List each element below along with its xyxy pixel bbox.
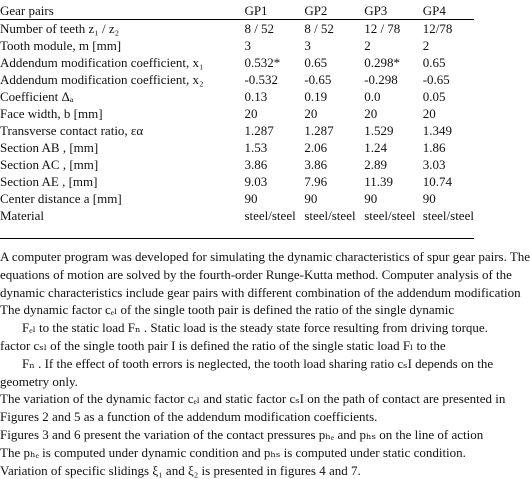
cell-gp1: -0.532 (244, 72, 279, 87)
cell-gp1: steel/steel (244, 208, 296, 223)
cell-gp3: -0.298 (364, 72, 398, 87)
cell-gp3: 1.24 (364, 140, 387, 155)
table-header-row (0, 2, 474, 20)
row-label: Center distance a [mm] (0, 191, 122, 206)
row-label: Section AE , [mm] (0, 174, 98, 189)
cell-gp4: 1.349 (422, 123, 452, 138)
cell-gp4: 0.65 (422, 55, 446, 70)
cell-gp2: 8 / 52 (304, 21, 334, 36)
cell-gp1: 20 (244, 106, 258, 121)
cell-gp4: 90 (422, 191, 436, 206)
cell-gp3: 11.39 (364, 174, 393, 189)
cell-gp4: 0.05 (422, 89, 446, 104)
row-label: Tooth module, m [mm] (0, 38, 122, 53)
gear-pairs-table-body (0, 2, 474, 224)
cell-gp4: 2 (422, 38, 430, 53)
cell-gp3: 12 / 78 (364, 21, 401, 36)
header-gp2: GP2 (304, 2, 364, 20)
table-row (0, 156, 474, 173)
cell-gp2: 2.06 (304, 140, 328, 155)
cell-gp2: 3 (304, 38, 311, 53)
paragraph-line: A computer program was developed for simulating the dynamic characteristics of spur gear pairs. The (0, 249, 530, 264)
header-gp1: GP1 (244, 2, 304, 20)
cell-gp1: 9.03 (244, 174, 268, 189)
row-label: Material (0, 208, 45, 223)
table-row (0, 105, 474, 122)
cell-gp4: 20 (422, 106, 436, 121)
paragraph-line: Fₑₗ to the static load Fₙ . Static load is the steady state force resulting from driving torque. (22, 320, 488, 336)
body-text (0, 248, 530, 479)
cell-gp1: 1.53 (244, 140, 268, 155)
row-label: Addendum modification coefficient, x₁ (0, 55, 204, 70)
table-row (0, 54, 474, 71)
cell-gp4: 10.74 (422, 174, 452, 189)
cell-gp3: 1.529 (364, 123, 394, 138)
cell-gp2: -0.65 (304, 72, 332, 87)
cell-gp1: 8 / 52 (244, 21, 275, 36)
row-label: Face width, b [mm] (0, 106, 103, 121)
cell-gp2: 0.65 (304, 55, 328, 70)
header-gp4: GP4 (423, 2, 474, 20)
cell-gp1: 0.532* (244, 55, 281, 70)
cell-gp1: 3 (244, 38, 251, 53)
cell-gp3: 90 (364, 191, 378, 206)
cell-gp4: 1.86 (422, 140, 446, 155)
cell-gp2: 3.86 (304, 157, 328, 172)
paragraph-line: factor cₛₗ of the single tooth pair I is defined the ratio of the single static load Fₗ to the (0, 337, 446, 353)
paragraph-line: The dynamic factor cₑₗ of the single tooth pair is defined the ratio of the single dynamic (0, 302, 455, 318)
cell-gp3: steel/steel (364, 208, 416, 223)
cell-gp1: 90 (244, 191, 258, 206)
table-row (0, 122, 474, 139)
table-row (0, 173, 474, 190)
cell-gp2: steel/steel (304, 208, 356, 223)
row-label: Section AB , [mm] (0, 140, 99, 155)
gear-pairs-table (0, 2, 474, 224)
cell-gp3: 2.89 (364, 157, 387, 172)
header-label: Gear pairs (0, 2, 244, 20)
table-row (0, 88, 474, 105)
table-row (0, 37, 474, 54)
cell-gp1: 1.287 (244, 123, 274, 138)
cell-gp3: 2 (364, 38, 371, 53)
cell-gp1: 3.86 (244, 157, 268, 172)
cell-gp4: -0.65 (422, 72, 450, 87)
row-label: Addendum modification coefficient, x₂ (0, 72, 204, 87)
paragraph-line: equations of motion are solved by the fourth-order Runge-Kutta method. Computer analysis of the (0, 266, 512, 282)
table-row (0, 139, 474, 156)
table-row (0, 71, 474, 88)
row-label: Transverse contact ratio, εα (0, 123, 144, 138)
paragraph-line: Variation of specific slidings ξ₁ and ξ₂ is presented in figures 4 and 7. (0, 462, 361, 478)
paragraph-line: dynamic characteristics include gear pairs with different combination of the addendum modification (0, 284, 521, 300)
row-label: Coefficient Δₐ (0, 89, 74, 104)
cell-gp4: 3.03 (422, 157, 446, 172)
header-gp3: GP3 (364, 2, 423, 20)
cell-gp3: 0.0 (364, 89, 381, 104)
paragraph-line: geometry only. (0, 373, 78, 389)
cell-gp2: 20 (304, 106, 318, 121)
table-row (0, 190, 474, 207)
cell-gp4: steel/steel (422, 208, 474, 223)
cell-gp2: 90 (304, 191, 318, 206)
paragraph-line: Figures 2 and 5 as a function of the addendum modification coefficients. (0, 409, 378, 425)
cell-gp2: 7.96 (304, 174, 328, 189)
paragraph-line: The pₕₑ is computed under dynamic condition and pₕₛ is computed under static condition. (0, 444, 466, 460)
table-bottom-rule (0, 238, 474, 239)
cell-gp4: 12/78 (422, 21, 453, 36)
table-row (0, 207, 474, 224)
cell-gp3: 0.298* (364, 55, 400, 70)
row-label: Section AC , [mm] (0, 157, 99, 172)
cell-gp1: 0.13 (244, 89, 268, 104)
row-label: Number of teeth z₁ / z₂ (0, 21, 120, 36)
cell-gp2: 1.287 (304, 123, 334, 138)
paragraph-line: The variation of the dynamic factor cₑₗ and static factor cₛI on the path of contact are presented in (0, 391, 506, 407)
cell-gp2: 0.19 (304, 89, 328, 104)
paragraph-line: Fₙ . If the effect of tooth errors is neglected, the tooth load sharing ratio cₛI depends on the (22, 355, 494, 371)
cell-gp3: 20 (364, 106, 378, 121)
table-row (0, 20, 474, 38)
paragraph-line: Figures 3 and 6 present the variation of the contact pressures pₕₑ and pₕₛ on the line of action (0, 426, 484, 442)
